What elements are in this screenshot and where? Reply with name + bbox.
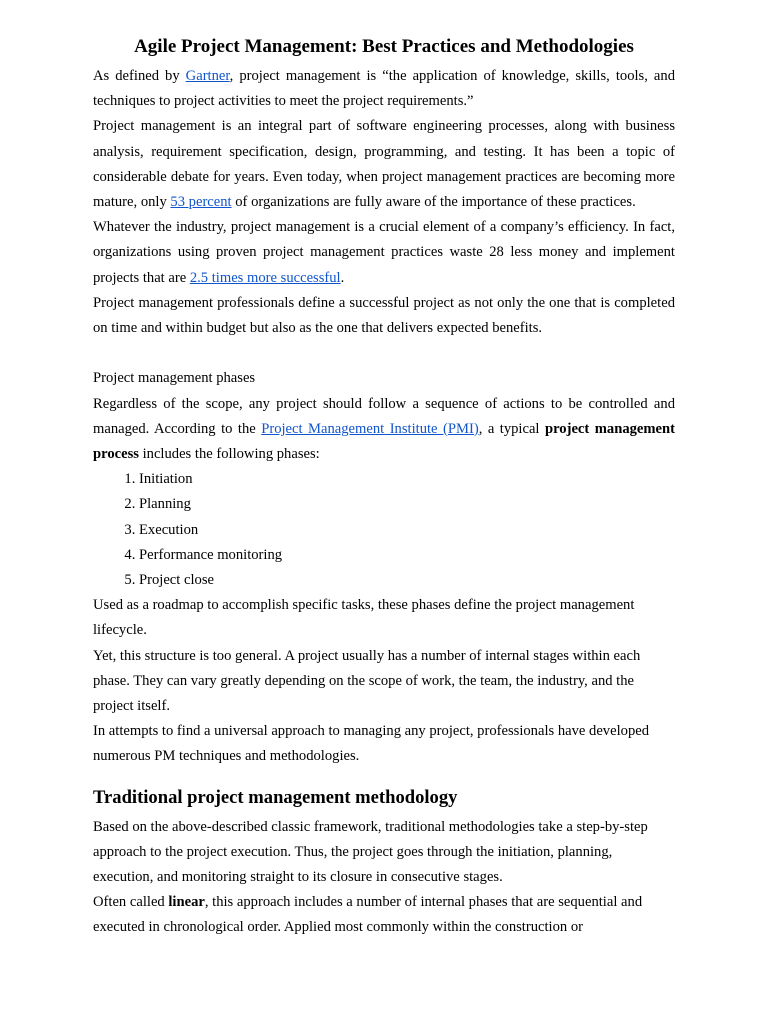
fifty-three-percent-link[interactable]: 53 percent bbox=[170, 194, 232, 211]
intro-p2-text-end: of organizations are fully aware of the importance of these practices. bbox=[231, 194, 636, 211]
intro-p2-text-start: Project management is an integral part of software engineering processes, along with business analysis, requirement specification, design, programming, and testing. It has been a topic of considerable debate for years. Even today, when project management practices are becoming more mature, only bbox=[93, 118, 675, 211]
phases-p1-text-mid: , a typical bbox=[478, 420, 545, 437]
intro-paragraph-3 bbox=[93, 215, 675, 291]
list-item: 5. Project close bbox=[139, 568, 675, 593]
pmi-link[interactable]: Project Management Institute (PMI) bbox=[261, 420, 479, 437]
gartner-link[interactable]: Gartner bbox=[185, 68, 230, 84]
phases-list bbox=[93, 467, 675, 593]
phases-heading: Project management phases bbox=[93, 370, 256, 387]
list-item: 1. Initiation bbox=[139, 467, 675, 492]
list-item: 4. Performance monitoring bbox=[139, 543, 675, 568]
blank-line bbox=[93, 341, 675, 366]
list-item: 3. Execution bbox=[139, 518, 675, 543]
phases-p1-text-end: includes the following phases: bbox=[138, 446, 320, 463]
intro-paragraph-1 bbox=[93, 64, 675, 114]
more-successful-link[interactable]: 2.5 times more successful bbox=[189, 269, 341, 286]
intro-p3-text-start: Whatever the industry, project management is a crucial element of a company’s efficiency. In fact, organizations using proven project management practices waste 28 less money and implement projects that are bbox=[93, 219, 675, 286]
intro-p3-text-end: . bbox=[340, 269, 345, 286]
traditional-paragraph-2 bbox=[93, 890, 675, 940]
linear-bold-text: linear bbox=[168, 894, 205, 911]
phases-paragraph-1 bbox=[93, 392, 675, 468]
intro-paragraph-2 bbox=[93, 114, 675, 215]
intro-paragraph-4: Project management professionals define a successful project as not only the one that is completed on time and within budget but also as the one that delivers expected benefits. bbox=[93, 294, 675, 337]
phases-paragraph-2: Used as a roadmap to accomplish specific tasks, these phases define the project management lifecycle. bbox=[93, 597, 635, 639]
intro-p1-text-start: As defined by bbox=[93, 68, 186, 84]
process-bold-text: project management process bbox=[93, 420, 676, 463]
traditional-p2-text-end: , this approach includes a number of internal phases that are sequential and executed in chronological order. Applied most commonly within the construction or bbox=[93, 894, 643, 936]
intro-p1-text-end: , project management is “the application of knowledge, skills, tools, and techniques to project activities to meet the project requirements.” bbox=[93, 68, 675, 110]
list-item: 2. Planning bbox=[139, 492, 675, 517]
phases-p1-text-start: Regardless of the scope, any project should follow a sequence of actions to be controlled and managed. According to the bbox=[93, 395, 675, 437]
phases-paragraph-3: Yet, this structure is too general. A project usually has a number of internal stages within each phase. They can vary greatly depending on the scope of work, the team, the industry, and the project itself. bbox=[93, 647, 641, 715]
phases-paragraph-4: In attempts to find a universal approach to managing any project, professionals have developed numerous PM techniques and methodologies. bbox=[93, 723, 650, 765]
traditional-heading: Traditional project management methodology bbox=[93, 786, 458, 808]
document-title: Agile Project Management: Best Practices and Methodologies bbox=[134, 36, 634, 57]
document-body bbox=[93, 64, 675, 941]
traditional-paragraph-1: Based on the above-described classic framework, traditional methodologies take a step-by-step approach to the project execution. Thus, the project goes through the initiation, planning, execution, and monitoring straight to its closure in consecutive stages. bbox=[93, 818, 648, 886]
traditional-p2-text-start: Often called bbox=[93, 894, 169, 911]
